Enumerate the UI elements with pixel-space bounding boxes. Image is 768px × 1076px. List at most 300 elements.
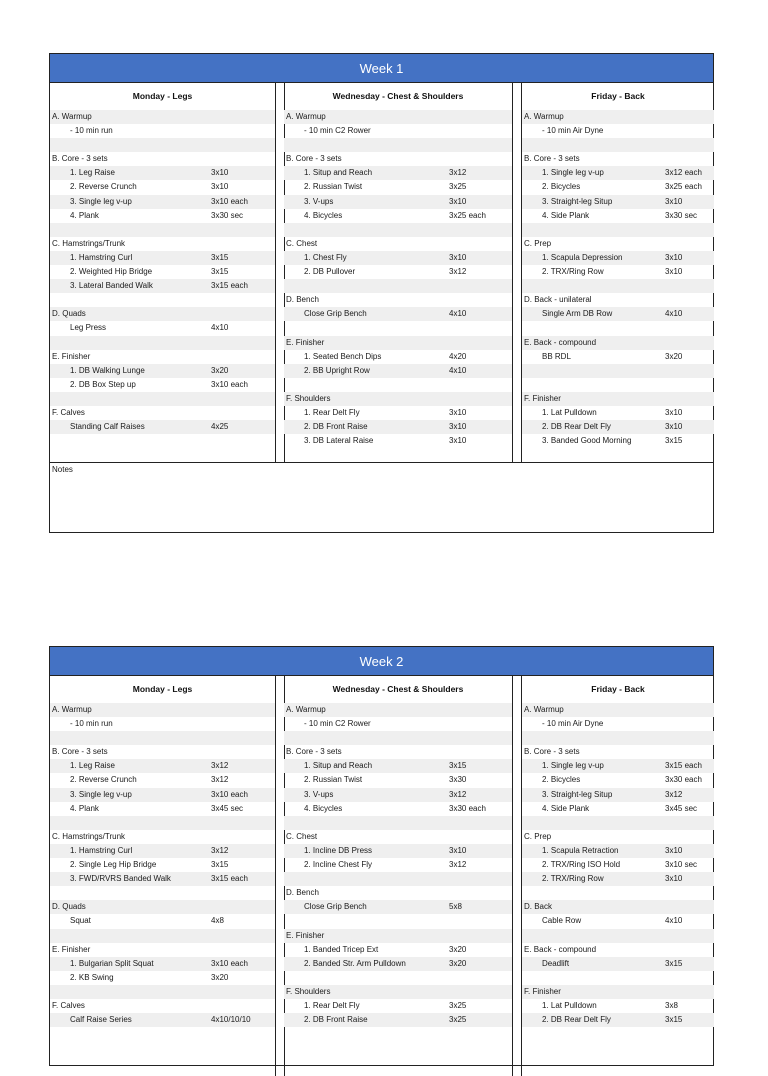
spacer-row — [50, 985, 275, 999]
exercise-row — [284, 265, 512, 279]
spacer-row — [522, 816, 714, 830]
sets-reps: 3x10 sec — [665, 860, 698, 870]
sets-reps: 3x25 each — [665, 182, 702, 192]
spacer-row — [50, 816, 275, 830]
exercise-label: 3. Banded Good Morning — [542, 436, 632, 446]
spacer-row — [522, 886, 714, 900]
exercise-label: Leg Press — [70, 323, 107, 333]
section-header-row — [50, 943, 275, 957]
section-label: D. Quads — [52, 902, 86, 912]
section-label: C. Chest — [286, 831, 318, 841]
exercise-row — [522, 717, 714, 731]
exercise-row — [50, 717, 275, 731]
sets-reps: 3x45 sec — [211, 803, 244, 813]
section-header-row — [284, 110, 512, 124]
day-title: Monday - Legs — [132, 91, 193, 101]
exercise-row — [522, 802, 714, 816]
section-header-row — [50, 350, 275, 364]
section-label: C. Prep — [524, 238, 552, 248]
exercise-row — [50, 759, 275, 773]
exercise-label: 2. Russian Twist — [304, 182, 363, 192]
exercise-row — [284, 943, 512, 957]
spacer-row — [50, 138, 275, 152]
section-header-row — [50, 307, 275, 321]
exercise-row — [522, 773, 714, 787]
section-label: E. Back - compound — [524, 337, 597, 347]
exercise-label: 3. Straight-leg Situp — [542, 789, 613, 799]
section-label: D. Quads — [52, 309, 86, 319]
section-header-row — [50, 745, 275, 759]
sets-reps: 4x10 — [449, 365, 467, 375]
spacer-row — [522, 378, 714, 392]
exercise-row — [522, 914, 714, 928]
exercise-label: 2. DB Pullover — [304, 267, 356, 277]
section-header-row — [522, 293, 714, 307]
exercise-label: 1. Rear Delt Fly — [304, 1000, 360, 1010]
exercise-row — [522, 858, 714, 872]
section-label: D. Back - unilateral — [524, 295, 592, 305]
exercise-row — [284, 858, 512, 872]
exercise-label: BB RDL — [542, 351, 571, 361]
week-1-table — [49, 53, 714, 533]
spacer-row — [284, 223, 512, 237]
spacer-row — [522, 223, 714, 237]
exercise-row — [522, 1013, 714, 1027]
spacer-row — [522, 971, 714, 985]
exercise-row — [50, 279, 275, 293]
sets-reps: 3x20 — [665, 351, 683, 361]
exercise-label: 2. Bicycles — [542, 775, 581, 785]
section-header-row — [522, 336, 714, 350]
exercise-row — [522, 434, 714, 448]
sets-reps: 3x15 each — [211, 281, 248, 291]
exercise-row — [284, 420, 512, 434]
sets-reps: 3x25 each — [449, 210, 486, 220]
exercise-label: 2. KB Swing — [70, 972, 114, 982]
section-label: F. Shoulders — [286, 393, 331, 403]
sets-reps: 3x12 — [449, 789, 467, 799]
exercise-label: 2. TRX/Ring Row — [542, 267, 604, 277]
section-label: B. Core - 3 sets — [52, 154, 108, 164]
section-label: D. Bench — [286, 888, 319, 898]
section-header-row — [522, 943, 714, 957]
exercise-label: 2. DB Front Raise — [304, 1015, 368, 1025]
exercise-row — [284, 1013, 512, 1027]
exercise-label: Close Grip Bench — [304, 902, 367, 912]
section-header-row — [50, 110, 275, 124]
sets-reps: 3x10 — [449, 422, 467, 432]
section-header-row — [50, 830, 275, 844]
section-header-row — [284, 152, 512, 166]
day-title: Friday - Back — [591, 91, 645, 101]
spacer-row — [50, 293, 275, 307]
section-label: D. Bench — [286, 295, 319, 305]
sets-reps: 3x20 — [449, 958, 467, 968]
sets-reps: 3x12 — [449, 267, 467, 277]
exercise-label: 1. Incline DB Press — [304, 845, 373, 855]
exercise-row — [50, 124, 275, 138]
sets-reps: 3x8 — [665, 1000, 678, 1010]
exercise-label: Calf Raise Series — [70, 1015, 132, 1025]
exercise-label: 3. Straight-leg Situp — [542, 196, 613, 206]
section-label: B. Core - 3 sets — [52, 747, 108, 757]
exercise-row — [50, 209, 275, 223]
exercise-label: 2. Russian Twist — [304, 775, 363, 785]
exercise-row — [284, 773, 512, 787]
exercise-label: 2. DB Rear Delt Fly — [542, 422, 611, 432]
sets-reps: 3x20 — [449, 944, 467, 954]
section-label: E. Finisher — [286, 930, 325, 940]
sets-reps: 3x15 — [449, 761, 467, 771]
exercise-label: 4. Plank — [70, 210, 99, 220]
day-title: Friday - Back — [591, 684, 645, 694]
exercise-row — [284, 900, 512, 914]
spacer-row — [284, 914, 512, 928]
section-label: C. Chest — [286, 238, 318, 248]
section-header-row — [522, 703, 714, 717]
exercise-row — [284, 209, 512, 223]
exercise-label: 1. Situp and Reach — [304, 168, 373, 178]
sets-reps: 3x10 — [665, 196, 683, 206]
sets-reps: 3x25 — [449, 182, 467, 192]
section-header-row — [522, 830, 714, 844]
spacer-row — [50, 731, 275, 745]
exercise-label: 1. Lat Pulldown — [542, 407, 597, 417]
exercise-label: 2. Reverse Crunch — [70, 182, 137, 192]
spacer-row — [522, 364, 714, 378]
exercise-row — [522, 844, 714, 858]
exercise-row — [50, 914, 275, 928]
day-column-friday — [522, 676, 714, 1076]
section-header-row — [522, 110, 714, 124]
sets-reps: 3x12 — [449, 860, 467, 870]
exercise-row — [50, 971, 275, 985]
exercise-label: 2. TRX/Ring Row — [542, 874, 604, 884]
section-label: B. Core - 3 sets — [286, 747, 342, 757]
week-columns — [50, 83, 713, 462]
exercise-row — [50, 802, 275, 816]
section-label: C. Hamstrings/Trunk — [52, 238, 126, 248]
exercise-row — [284, 307, 512, 321]
spacer-row — [50, 392, 275, 406]
section-header-row — [284, 886, 512, 900]
exercise-row — [50, 858, 275, 872]
sets-reps: 3x10 — [449, 436, 467, 446]
section-label: A. Warmup — [52, 112, 92, 121]
notes-label: Notes — [52, 465, 73, 474]
sets-reps: 3x12 — [211, 775, 229, 785]
exercise-label: 3. V-ups — [304, 789, 334, 799]
exercise-label: 1. Hamstring Curl — [70, 252, 133, 262]
exercise-label: Cable Row — [542, 916, 582, 926]
day-title: Wednesday - Chest & Shoulders — [332, 684, 464, 694]
section-label: A. Warmup — [524, 705, 564, 714]
sets-reps: 4x10 — [665, 309, 683, 319]
exercise-row — [50, 1013, 275, 1027]
sets-reps: 3x30 each — [665, 775, 702, 785]
exercise-row — [522, 195, 714, 209]
exercise-row — [284, 759, 512, 773]
section-label: A. Warmup — [286, 112, 326, 121]
sets-reps: 3x12 each — [665, 168, 702, 178]
exercise-label: 1. Banded Tricep Ext — [304, 944, 379, 954]
sets-reps: 4x25 — [211, 422, 229, 432]
sets-reps: 3x10 — [211, 168, 229, 178]
spacer-row — [284, 321, 512, 335]
sets-reps: 3x10 — [449, 252, 467, 262]
sets-reps: 3x10 — [449, 845, 467, 855]
exercise-row — [50, 844, 275, 858]
exercise-label: - 10 min C2 Rower — [304, 126, 371, 136]
section-header-row — [522, 900, 714, 914]
exercise-row — [50, 321, 275, 335]
exercise-label: 1. Chest Fly — [304, 252, 347, 262]
spacer-row — [50, 886, 275, 900]
exercise-row — [284, 844, 512, 858]
section-label: F. Finisher — [524, 393, 561, 403]
section-label: C. Hamstrings/Trunk — [52, 831, 126, 841]
exercise-label: 1. Leg Raise — [70, 761, 115, 771]
section-label: D. Back — [524, 902, 553, 912]
section-label: A. Warmup — [286, 705, 326, 714]
exercise-row — [522, 999, 714, 1013]
sets-reps: 3x45 sec — [665, 803, 698, 813]
exercise-row — [50, 378, 275, 392]
sets-reps: 3x10 — [449, 407, 467, 417]
exercise-row — [522, 420, 714, 434]
spacer-row — [284, 279, 512, 293]
exercise-label: 3. FWD/RVRS Banded Walk — [70, 874, 171, 884]
section-label: F. Calves — [52, 407, 85, 417]
exercise-label: - 10 min Air Dyne — [542, 719, 604, 729]
spacer-row — [50, 223, 275, 237]
section-label: B. Core - 3 sets — [524, 154, 580, 164]
sets-reps: 4x10/10/10 — [211, 1015, 251, 1025]
week-title: Week 2 — [50, 647, 713, 676]
day-column-monday — [50, 676, 275, 1076]
spacer-row — [522, 731, 714, 745]
exercise-label: 2. BB Upright Row — [304, 365, 370, 375]
spacer-row — [284, 138, 512, 152]
spacer-row — [50, 336, 275, 350]
exercise-row — [284, 434, 512, 448]
exercise-row — [50, 195, 275, 209]
sets-reps: 5x8 — [449, 902, 462, 912]
day-column-wednesday — [284, 676, 512, 1076]
sets-reps: 3x10 each — [211, 789, 248, 799]
section-label: A. Warmup — [52, 705, 92, 714]
exercise-label: 1. Seated Bench Dips — [304, 351, 382, 361]
notes-area[interactable] — [50, 462, 713, 532]
exercise-row — [284, 180, 512, 194]
spacer-row — [284, 816, 512, 830]
day-column-friday — [522, 83, 714, 462]
exercise-label: 4. Side Plank — [542, 210, 590, 220]
exercise-label: 4. Bicycles — [304, 803, 343, 813]
exercise-row — [522, 180, 714, 194]
sets-reps: 3x15 — [665, 436, 683, 446]
exercise-row — [522, 957, 714, 971]
sets-reps: 3x15 — [211, 252, 229, 262]
section-label: F. Calves — [52, 1000, 85, 1010]
section-label: A. Warmup — [524, 112, 564, 121]
sets-reps: 3x30 — [449, 775, 467, 785]
exercise-label: 1. Situp and Reach — [304, 761, 373, 771]
exercise-row — [284, 251, 512, 265]
exercise-row — [522, 209, 714, 223]
sets-reps: 3x12 — [449, 168, 467, 178]
exercise-label: 3. V-ups — [304, 196, 334, 206]
exercise-label: Squat — [70, 916, 91, 926]
section-header-row — [522, 237, 714, 251]
exercise-row — [522, 265, 714, 279]
sets-reps: 3x10 — [211, 182, 229, 192]
section-header-row — [50, 406, 275, 420]
column-divider — [275, 676, 276, 1076]
section-header-row — [284, 929, 512, 943]
exercise-label: 2. Incline Chest Fly — [304, 860, 373, 870]
week-2-table — [49, 646, 714, 1066]
sets-reps: 3x30 sec — [211, 210, 244, 220]
section-header-row — [50, 999, 275, 1013]
section-header-row — [50, 900, 275, 914]
exercise-label: 2. TRX/Ring ISO Hold — [542, 860, 621, 870]
exercise-label: 1. Single leg v-up — [542, 168, 604, 178]
exercise-label: 1. DB Walking Lunge — [70, 365, 145, 375]
section-header-row — [50, 152, 275, 166]
exercise-row — [284, 788, 512, 802]
sets-reps: 4x10 — [211, 323, 229, 333]
section-header-row — [284, 703, 512, 717]
exercise-row — [284, 802, 512, 816]
exercise-label: 4. Bicycles — [304, 210, 343, 220]
section-header-row — [284, 830, 512, 844]
exercise-row — [50, 957, 275, 971]
section-label: B. Core - 3 sets — [524, 747, 580, 757]
exercise-label: Deadlift — [542, 958, 570, 968]
exercise-label: 3. Lateral Banded Walk — [70, 281, 153, 291]
section-label: C. Prep — [524, 831, 552, 841]
section-header-row — [284, 392, 512, 406]
spacer-row — [522, 929, 714, 943]
section-label: F. Shoulders — [286, 986, 331, 996]
sets-reps: 3x10 each — [211, 379, 248, 389]
exercise-row — [284, 406, 512, 420]
exercise-row — [522, 124, 714, 138]
exercise-row — [522, 872, 714, 886]
exercise-row — [284, 124, 512, 138]
sets-reps: 3x20 — [211, 365, 229, 375]
sets-reps: 3x12 — [211, 761, 229, 771]
sets-reps: 4x8 — [211, 916, 224, 926]
spacer-row — [522, 321, 714, 335]
sets-reps: 3x10 — [665, 422, 683, 432]
spacer-row — [284, 378, 512, 392]
exercise-label: 2. DB Rear Delt Fly — [542, 1015, 611, 1025]
exercise-row — [50, 364, 275, 378]
exercise-row — [50, 773, 275, 787]
exercise-label: - 10 min Air Dyne — [542, 126, 604, 136]
exercise-row — [284, 364, 512, 378]
sets-reps: 4x20 — [449, 351, 467, 361]
exercise-row — [50, 420, 275, 434]
sets-reps: 3x10 — [665, 874, 683, 884]
sets-reps: 3x15 each — [665, 761, 702, 771]
exercise-row — [522, 788, 714, 802]
exercise-label: 2. Banded Str. Arm Pulldown — [304, 958, 406, 968]
exercise-row — [522, 307, 714, 321]
exercise-label: 4. Side Plank — [542, 803, 590, 813]
column-divider — [275, 83, 276, 462]
exercise-label: 1. Lat Pulldown — [542, 1000, 597, 1010]
sets-reps: 4x10 — [665, 916, 683, 926]
exercise-label: 2. DB Box Step up — [70, 379, 136, 389]
spacer-row — [522, 138, 714, 152]
exercise-label: 2. Reverse Crunch — [70, 775, 137, 785]
exercise-label: - 10 min run — [70, 719, 113, 729]
section-header-row — [522, 745, 714, 759]
sets-reps: 3x12 — [665, 789, 683, 799]
day-column-wednesday — [284, 83, 512, 462]
section-header-row — [50, 703, 275, 717]
sets-reps: 3x12 — [211, 845, 229, 855]
sets-reps: 3x10 — [449, 196, 467, 206]
exercise-row — [50, 265, 275, 279]
sets-reps: 3x10 — [665, 407, 683, 417]
exercise-label: 1. Scapula Retraction — [542, 845, 619, 855]
exercise-label: - 10 min C2 Rower — [304, 719, 371, 729]
day-title: Wednesday - Chest & Shoulders — [332, 91, 464, 101]
exercise-row — [50, 872, 275, 886]
sets-reps: 4x10 — [449, 309, 467, 319]
day-title: Monday - Legs — [132, 684, 193, 694]
sets-reps: 3x15 — [211, 267, 229, 277]
section-header-row — [284, 336, 512, 350]
exercise-label: Single Arm DB Row — [542, 309, 613, 319]
section-header-row — [284, 293, 512, 307]
section-header-row — [284, 237, 512, 251]
section-header-row — [50, 237, 275, 251]
sets-reps: 3x15 — [665, 958, 683, 968]
exercise-label: Standing Calf Raises — [70, 422, 145, 432]
section-label: F. Finisher — [524, 986, 561, 996]
sets-reps: 3x30 each — [449, 803, 486, 813]
exercise-row — [284, 999, 512, 1013]
exercise-label: 3. DB Lateral Raise — [304, 436, 374, 446]
section-header-row — [284, 745, 512, 759]
exercise-label: 1. Bulgarian Split Squat — [70, 958, 154, 968]
exercise-label: 2. Single Leg Hip Bridge — [70, 860, 157, 870]
sets-reps: 3x20 — [211, 972, 229, 982]
spacer-row — [284, 872, 512, 886]
exercise-row — [522, 166, 714, 180]
exercise-row — [284, 350, 512, 364]
exercise-label: 1. Hamstring Curl — [70, 845, 133, 855]
exercise-label: 2. DB Front Raise — [304, 422, 368, 432]
exercise-label: 1. Scapula Depression — [542, 252, 623, 262]
sets-reps: 3x10 — [665, 267, 683, 277]
exercise-row — [522, 759, 714, 773]
spacer-row — [522, 279, 714, 293]
week-columns — [50, 676, 713, 1076]
exercise-row — [284, 717, 512, 731]
sets-reps: 3x10 — [665, 252, 683, 262]
spacer-row — [284, 971, 512, 985]
exercise-row — [284, 166, 512, 180]
spacer-row — [284, 731, 512, 745]
column-divider — [512, 83, 513, 462]
exercise-row — [522, 251, 714, 265]
